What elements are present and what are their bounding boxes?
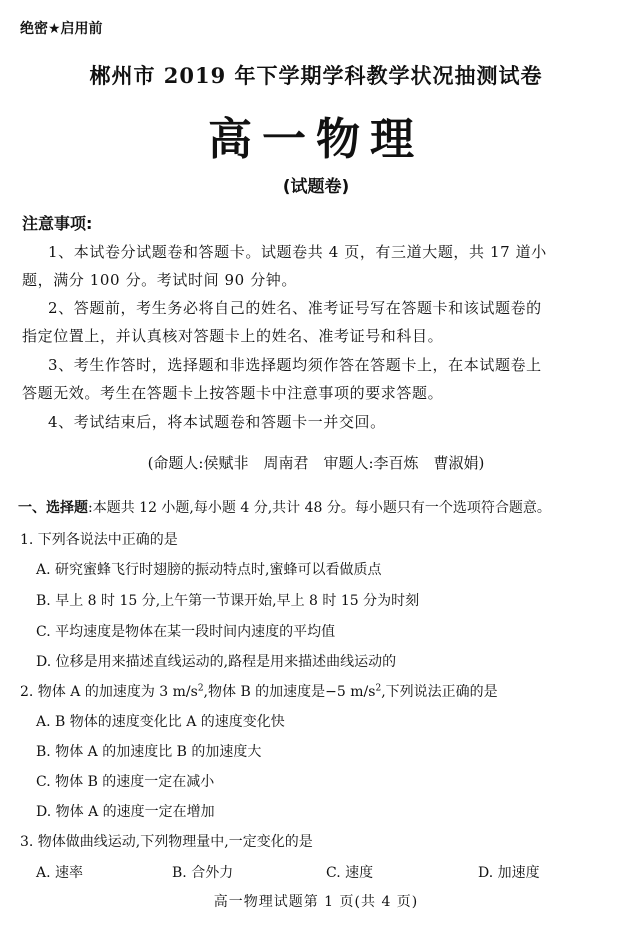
stem-part: ,下列说法正确的是 (381, 684, 498, 700)
superscript: 2 (197, 683, 204, 694)
option-d: D. 物体 A 的速度一定在增加 (36, 804, 215, 820)
note-line: 题，满分 100 分。考试时间 90 分钟。 (22, 271, 297, 289)
note-line: 1、本试卷分试题卷和答题卡。试题卷共 4 页，有三道大题，共 17 道小 (48, 243, 547, 261)
exam-subtitle: 郴州市 2019 年下学期学科教学状况抽测试卷 (89, 63, 543, 88)
stem-part: ,物体 B 的加速度是−5 m/s (203, 684, 376, 700)
superscript: 2 (375, 683, 382, 694)
note-line: 4、考试结束后，将本试题卷和答题卡一并交回。 (48, 413, 386, 431)
option-b: B. 早上 8 时 15 分,上午第一节课开始,早上 8 时 15 分为时刻 (36, 593, 420, 609)
exam-title: 高一物理 (208, 114, 424, 165)
note-line: 3、考生作答时，选择题和非选择题均须作答在答题卡上，在本试题卷上 (48, 356, 542, 374)
option-a: A. B 物体的速度变化比 A 的速度变化快 (36, 714, 285, 730)
paper-type-label: (试题卷) (282, 177, 350, 197)
page-footer: 高一物理试题第 1 页(共 4 页) (213, 894, 419, 910)
option-b: B. 合外力 (172, 865, 234, 881)
option-b: B. 物体 A 的加速度比 B 的加速度大 (36, 744, 262, 760)
option-c: C. 平均速度是物体在某一段时间内速度的平均值 (36, 624, 336, 640)
option-c: C. 物体 B 的速度一定在减小 (36, 774, 215, 790)
section-header (18, 497, 551, 517)
authors-line: (命题人:侯赋非 周南君 审题人:李百炼 曹淑娟) (147, 454, 485, 472)
confidential-label: 绝密★启用前 (20, 21, 103, 37)
option-d: D. 加速度 (478, 865, 540, 881)
question-stem: 3. 物体做曲线运动,下列物理量中,一定变化的是 (20, 834, 313, 850)
question-stem: 1. 下列各说法中正确的是 (20, 532, 178, 548)
option-d: D. 位移是用来描述直线运动的,路程是用来描述曲线运动的 (36, 654, 397, 670)
note-line: 2、答题前，考生务必将自己的姓名、准考证号写在答题卡和该试题卷的 (48, 299, 542, 317)
notes-heading: 注意事项: (22, 214, 93, 233)
note-line: 指定位置上，并认真核对答题卡上的姓名、准考证号和科目。 (22, 327, 444, 345)
section-label: 一、选择题 (18, 500, 88, 516)
option-a: A. 速率 (36, 865, 84, 881)
stem-part: 2. 物体 A 的加速度为 3 m/s (20, 684, 198, 700)
option-c: C. 速度 (326, 865, 374, 881)
section-description: :本题共 12 小题,每小题 4 分,共计 48 分。每小题只有一个选项符合题意。 (88, 500, 551, 516)
option-a: A. 研究蜜蜂飞行时翅膀的振动特点时,蜜蜂可以看做质点 (36, 562, 382, 578)
note-line: 答题无效。考生在答题卡上按答题卡中注意事项的要求答题。 (22, 384, 444, 402)
question-stem (20, 681, 498, 701)
